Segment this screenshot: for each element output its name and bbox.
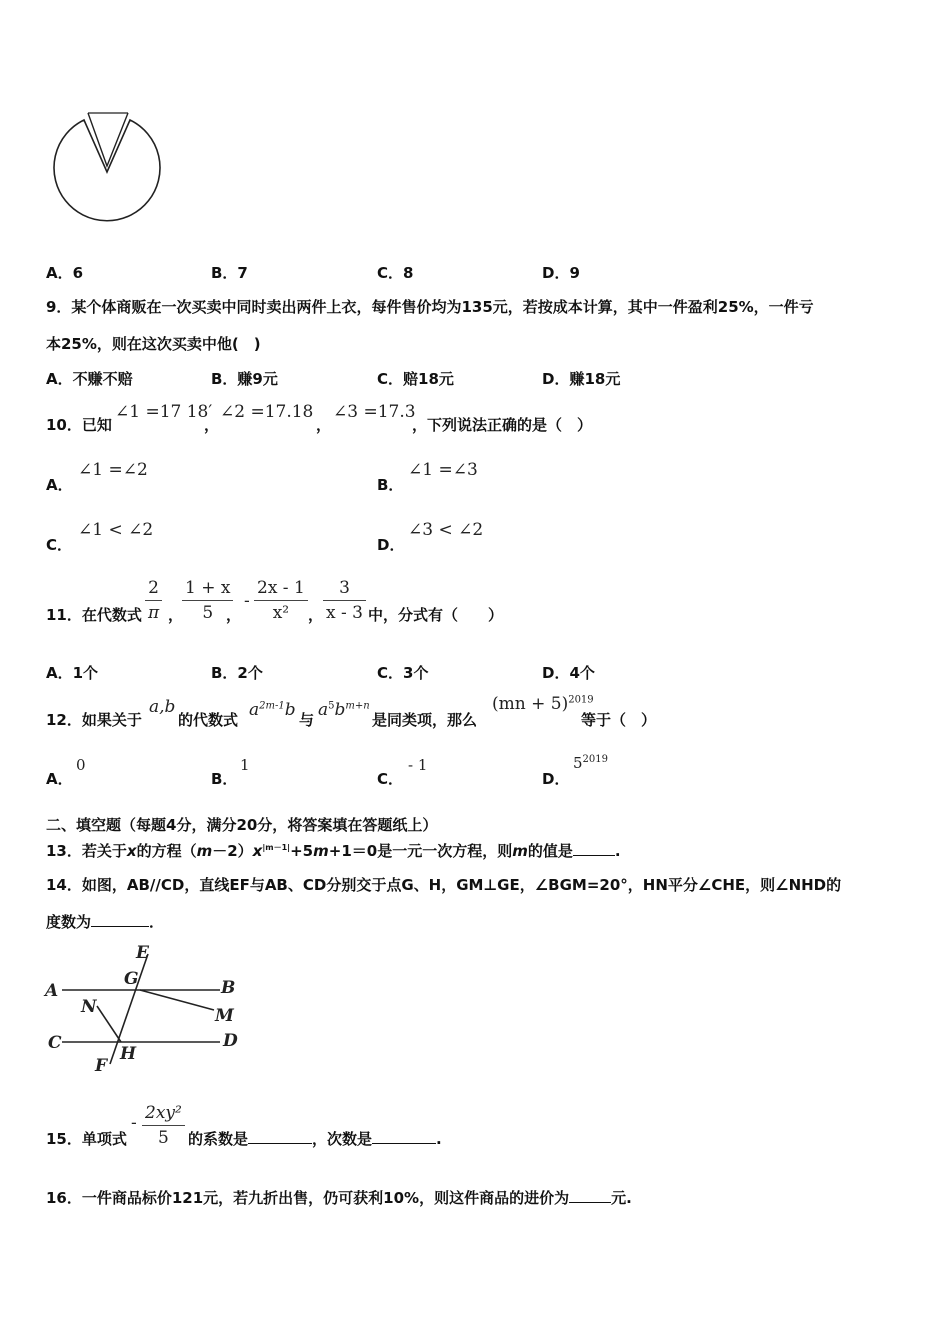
- q13-part2: 的方程（: [136, 842, 197, 860]
- q16-end: 元.: [611, 1189, 632, 1207]
- q10-option-c-label: C．: [46, 536, 73, 554]
- q8-option-b: B．7: [211, 264, 248, 282]
- q13-var-m3: m: [512, 842, 528, 860]
- ray-hn: [97, 1006, 121, 1042]
- q11-option-c: C．3个: [377, 664, 429, 682]
- q9-option-c: C．赔18元: [377, 370, 454, 388]
- q12-t2-exp: 5: [328, 700, 335, 712]
- q11-f4-numerator: 3: [339, 578, 350, 598]
- section-2-heading: 二、填空题（每题4分，满分20分，将答案填在答题纸上）: [46, 816, 438, 834]
- q11-f2-denominator: 5: [202, 603, 214, 623]
- q13-end: .: [614, 842, 621, 860]
- q8-option-c: C．8: [377, 264, 414, 282]
- q15-denominator: 5: [158, 1128, 169, 1148]
- label-m: M: [215, 1006, 234, 1026]
- circle-with-notch: [54, 120, 160, 221]
- q15-numerator: 2xy²: [145, 1103, 182, 1123]
- q11-prefix: 11．在代数式: [46, 606, 142, 624]
- q11-fraction-3: [254, 578, 308, 623]
- q13-part5: +1＝0是一元一次方程，则: [328, 842, 513, 860]
- q12-t1-base: a: [249, 700, 260, 720]
- q15-prefix: 15．单项式: [46, 1130, 127, 1148]
- q12-expression: [492, 694, 594, 714]
- q10-sep2: ，: [316, 416, 332, 434]
- q10-angle2: ∠2 =17.18: [220, 402, 314, 422]
- q8-option-d: D．9: [542, 264, 580, 282]
- q12-expr-base: (mn + 5): [492, 694, 569, 714]
- q11-f4-denominator: x - 3: [326, 603, 363, 623]
- q12-mid3: 是同类项，那么: [372, 711, 478, 729]
- q13-answer-blank[interactable]: [573, 855, 615, 856]
- label-f: F: [95, 1056, 108, 1075]
- q12-expr-exp: 2019: [568, 694, 594, 706]
- q12-option-c-label: C．: [377, 770, 404, 788]
- q8-option-a: A．6: [46, 264, 84, 282]
- q15-mid2: ，次数是: [312, 1130, 373, 1148]
- q15-mid: 的系数是: [188, 1130, 249, 1148]
- q13-line: [46, 840, 621, 861]
- q14-line2: [46, 911, 164, 932]
- label-d: D: [223, 1031, 238, 1051]
- q13-exponent: |m－1|: [262, 843, 291, 852]
- q12-t2-bexp: m+n: [345, 700, 370, 712]
- parallel-lines-figure: [40, 940, 250, 1075]
- q12-option-d-math: [573, 754, 608, 772]
- q12-option-c-math: - 1: [408, 756, 428, 774]
- q11-negative-sign: -: [244, 591, 250, 611]
- q12-vars: a,b: [149, 697, 176, 717]
- q15-fraction: [142, 1103, 185, 1148]
- q14-line2-text: 度数为: [46, 913, 92, 931]
- q12-t1-exp: 2m-1: [259, 700, 285, 712]
- q12-t2-b: b: [334, 700, 346, 720]
- q12-t1-b: b: [284, 700, 296, 720]
- q16-line: [46, 1187, 632, 1208]
- q12-prefix: 12．如果关于: [46, 711, 142, 729]
- q10-option-d-label: D．: [377, 536, 405, 554]
- label-a: A: [45, 981, 59, 1001]
- label-e: E: [136, 943, 149, 963]
- q12-option-d-label: D．: [542, 770, 570, 788]
- q13-part6: 的值是: [527, 842, 573, 860]
- q12-option-b-label: B．: [211, 770, 238, 788]
- q13-var-m2: m: [313, 842, 329, 860]
- q13-part1: 13．若关于: [46, 842, 127, 860]
- q10-angle3: ∠3 =17.3: [333, 402, 416, 422]
- q12-mid2: 与: [299, 711, 315, 729]
- q15-end: .: [436, 1130, 442, 1148]
- label-h: H: [120, 1044, 137, 1064]
- q10-sep1: ，: [204, 416, 220, 434]
- q11-fraction-1: [145, 578, 162, 623]
- q11-f2-numerator: 1 + x: [185, 578, 231, 598]
- q11-f3-numerator: 2x - 1: [257, 578, 305, 598]
- q10-prefix: 10．已知: [46, 416, 112, 434]
- q12-d-base: 5: [573, 754, 583, 772]
- q12-term1: [249, 700, 296, 720]
- q11-comma-1: ，: [168, 606, 184, 624]
- q11-comma-2: ，: [226, 606, 242, 624]
- q13-part4: +5: [290, 842, 314, 860]
- q10-option-c-math: ∠1 < ∠2: [78, 520, 154, 540]
- q12-option-a-label: A．: [46, 770, 73, 788]
- q11-f1-denominator: π: [148, 603, 160, 623]
- q10-option-b-label: B．: [377, 476, 404, 494]
- q15-degree-blank[interactable]: [372, 1143, 436, 1144]
- q10-option-b-math: ∠1 =∠3: [408, 460, 478, 480]
- q11-option-a: A．1个: [46, 664, 99, 682]
- q11-option-b: B．2个: [211, 664, 263, 682]
- q16-answer-blank[interactable]: [569, 1202, 611, 1203]
- q11-suffix: 中，分式有（ ）: [368, 606, 504, 624]
- q10-option-a-math: ∠1 =∠2: [78, 460, 148, 480]
- q13-var-m: m: [196, 842, 213, 860]
- q16-text: 16．一件商品标价121元，若九折出售，仍可获利10%，则这件商品的进价为: [46, 1189, 570, 1207]
- q13-part3: －2）: [212, 842, 253, 860]
- q10-option-d-math: ∠3 < ∠2: [408, 520, 484, 540]
- label-b: B: [221, 978, 236, 998]
- ray-gm: [140, 990, 214, 1010]
- label-g: G: [124, 969, 139, 989]
- q15-negative-sign: -: [131, 1113, 137, 1133]
- q14-answer-blank[interactable]: [91, 926, 149, 927]
- q9-option-d: D．赚18元: [542, 370, 621, 388]
- q15-answer-line: [188, 1128, 442, 1149]
- q15-coefficient-blank[interactable]: [248, 1143, 312, 1144]
- q12-t2-base: a: [318, 700, 329, 720]
- q9-line2: 本25%，则在这次买卖中他( ): [46, 335, 261, 353]
- q10-option-a-label: A．: [46, 476, 73, 494]
- q14-line1: 14．如图，AB//CD，直线EF与AB、CD分别交于点G、H，GM⊥GE，∠BGM=20°，HN平分∠CHE，则∠NHD的: [46, 876, 842, 894]
- q12-mid1: 的代数式: [178, 711, 239, 729]
- q13-var-x: x: [126, 842, 137, 860]
- q14-end: ．: [149, 913, 165, 931]
- q9-line1: 9．某个体商贩在一次买卖中同时卖出两件上衣，每件售价均为135元，若按成本计算，其中一件盈利25%，一件亏: [46, 298, 814, 316]
- q10-suffix: ，下列说法正确的是（ ）: [412, 416, 593, 434]
- q12-suffix: 等于（ ）: [581, 711, 657, 729]
- q11-comma-3: ，: [308, 606, 324, 624]
- q13-var-x2: x: [252, 842, 263, 860]
- q11-option-d: D．4个: [542, 664, 595, 682]
- label-n: N: [81, 997, 97, 1017]
- q12-option-b-math: 1: [240, 756, 250, 774]
- q11-f3-denominator: x²: [272, 603, 290, 623]
- q12-option-a-math: 0: [76, 756, 86, 774]
- q9-option-b: B．赚9元: [211, 370, 278, 388]
- q12-d-exp: 2019: [582, 754, 608, 765]
- pie-notch-figure: [50, 108, 165, 230]
- q11-f1-numerator: 2: [148, 578, 159, 598]
- q9-option-a: A．不赚不赔: [46, 370, 133, 388]
- q10-angle1: ∠1 =17 18′: [115, 402, 213, 422]
- q12-term2: [318, 700, 370, 720]
- q11-fraction-4: [323, 578, 366, 623]
- label-c: C: [48, 1033, 62, 1053]
